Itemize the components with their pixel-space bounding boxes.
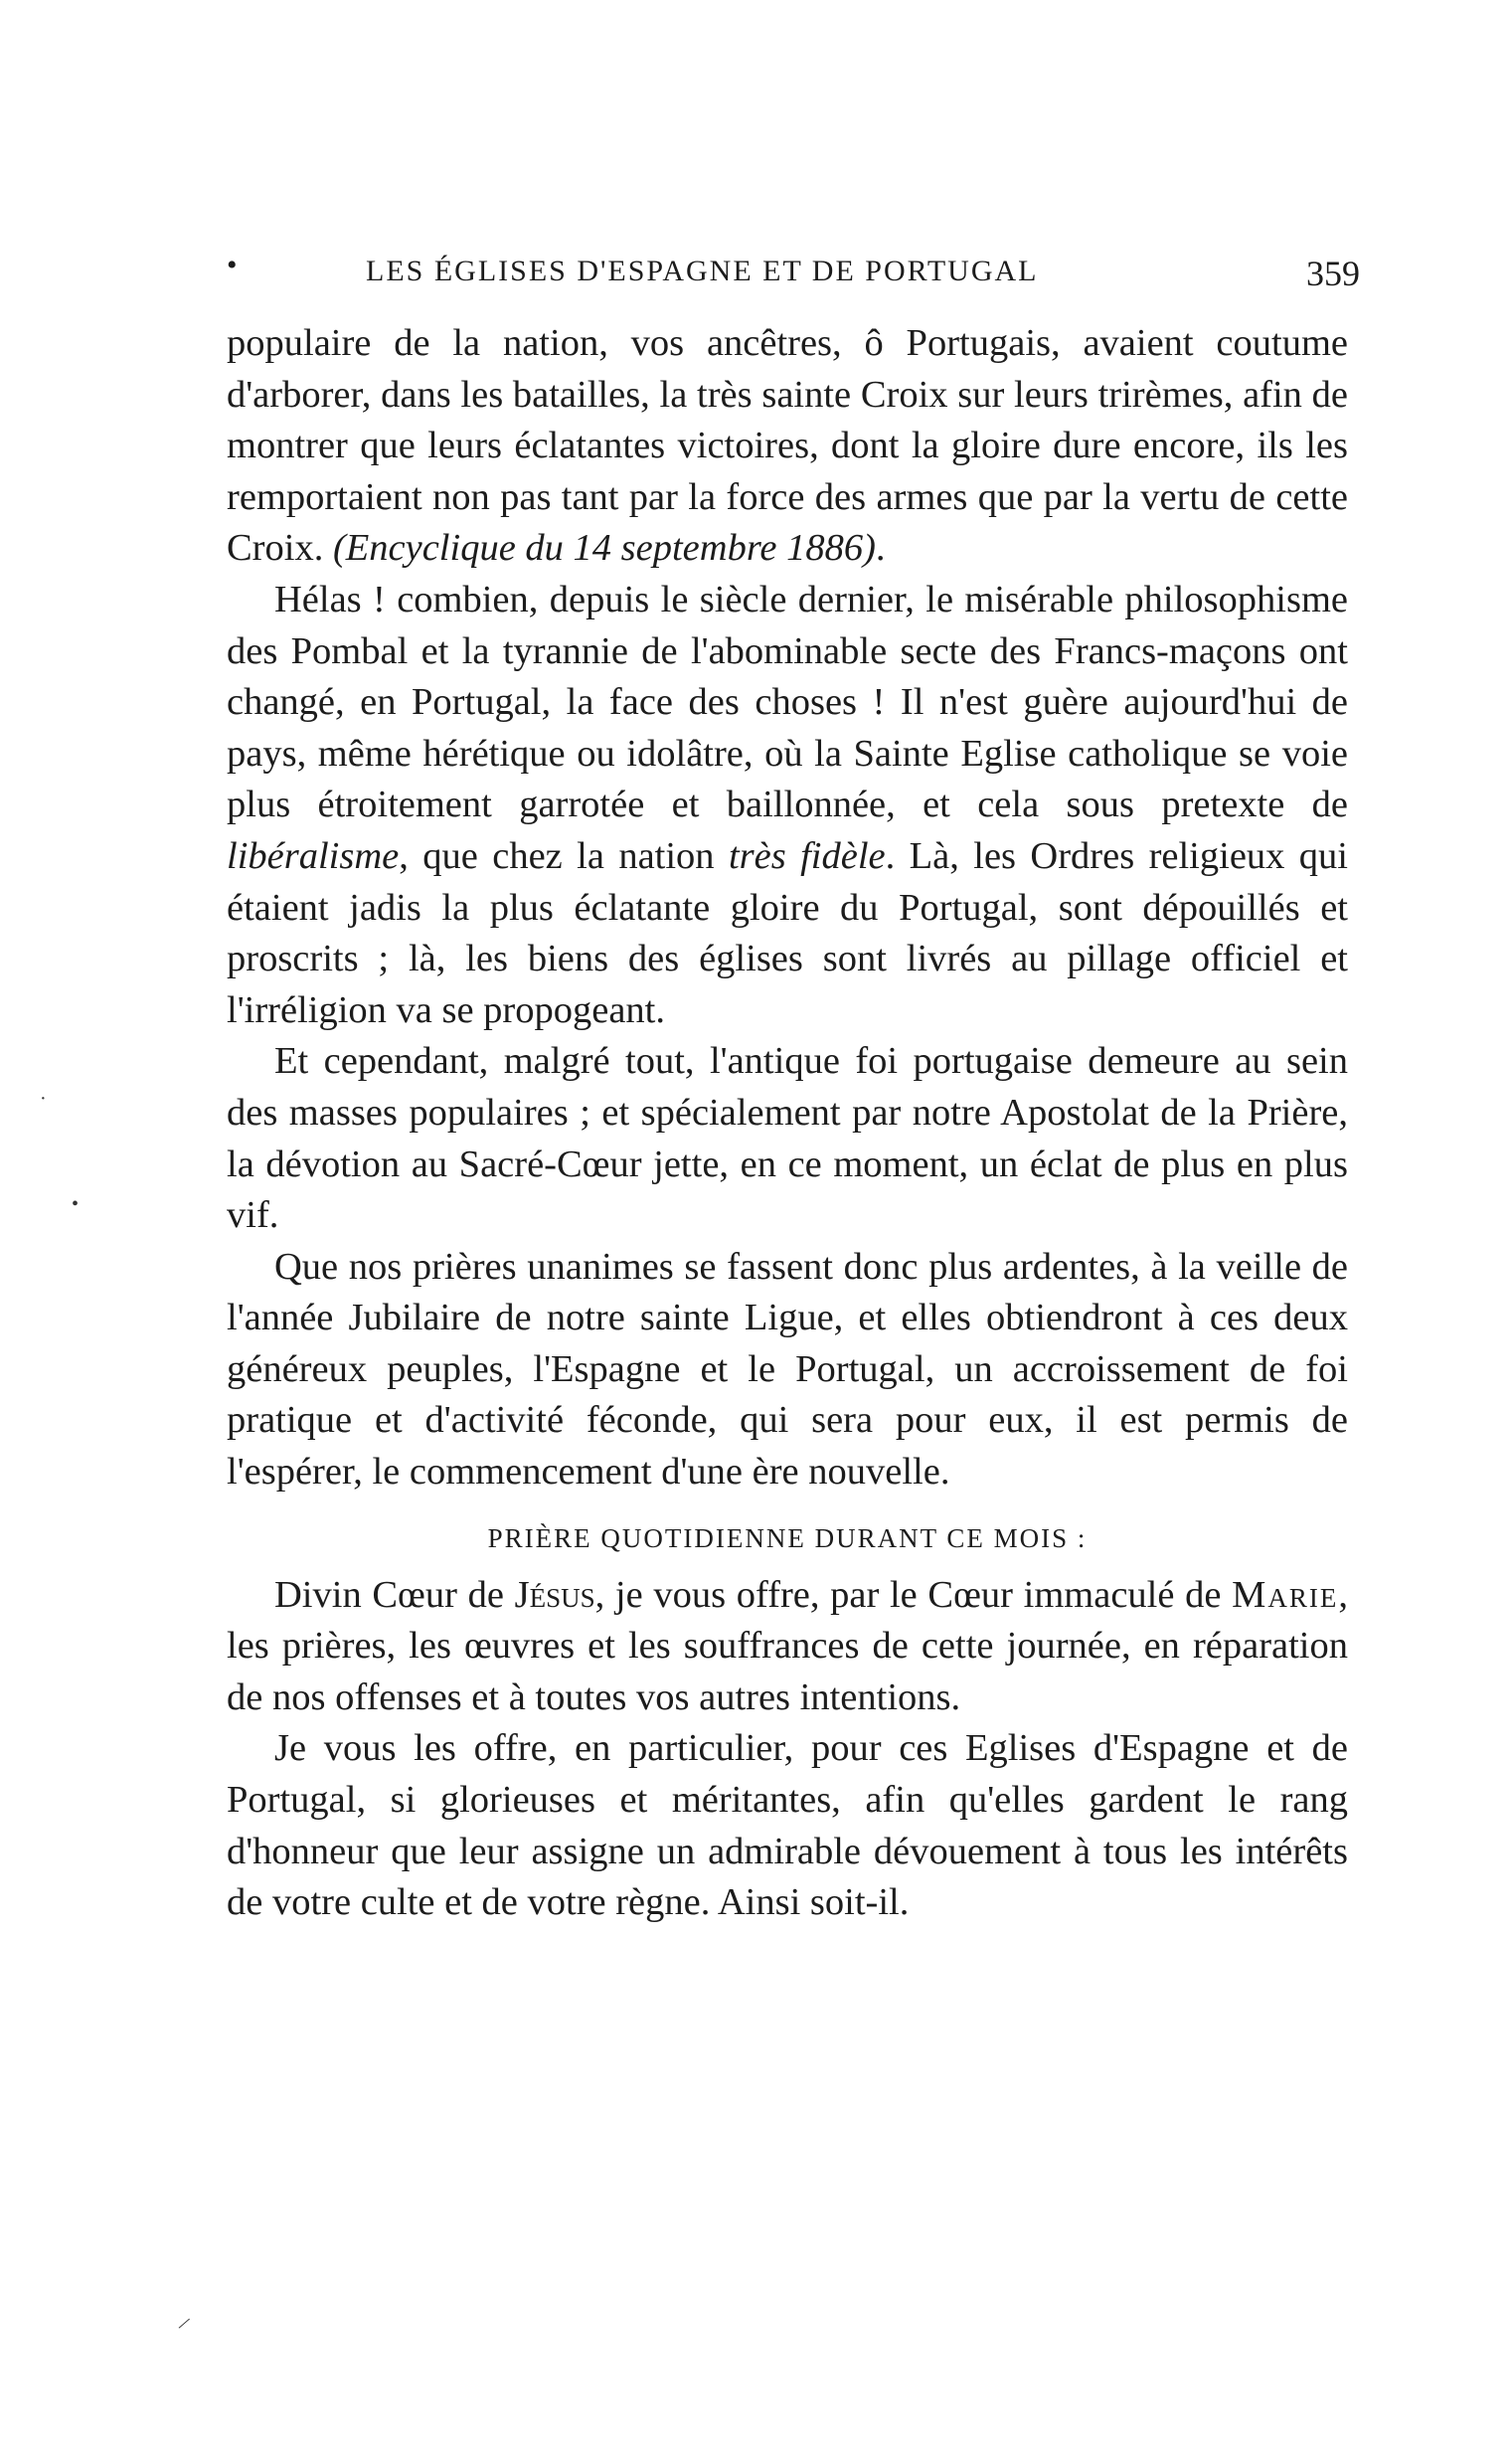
name-marie: Marie (1232, 1573, 1339, 1616)
prayer-text-b: , je vous offre, par le Cœur immaculé de (594, 1573, 1233, 1616)
margin-speck: / (176, 2313, 192, 2335)
running-title: LES ÉGLISES D'ESPAGNE ET DE PORTUGAL (366, 255, 1039, 287)
paragraph-2-part-b: , que chez la nation (399, 834, 729, 877)
paragraph-3: Et cependant, malgré tout, l'antique foi portugaise demeure au sein des masses populaires ; et spécialement par notre Apostolat de la Prière, la dévotion au Sacré-Cœur jette, en ce moment, un éclat de plus en plus vif. (227, 1040, 1348, 1237)
margin-speck: · (40, 1088, 47, 1110)
prayer-paragraph-1 (227, 1570, 1348, 1724)
margin-speck: • (72, 1193, 80, 1215)
prayer-heading: PRIÈRE QUOTIDIENNE DURANT CE MOIS : (487, 1522, 1088, 1553)
emphasis-liberalisme: libéralisme (227, 834, 400, 877)
paragraph-2-part-a: Hélas ! combien, depuis le siècle dernier, le misérable philosophisme des Pombal et la tyrannie de l'abominable secte des Francs-maçons ont changé, en Portugal, la face des choses ! Il n'est guère aujourd'hui de pays, même hérétique ou idolâtre, où la Sainte Eglise catholique se voie plus étroitement garrotée et baillonnée, et cela sous pretexte de (227, 578, 1348, 826)
paragraph-2-part-c: . Là, les Ordres religieux qui étaient jadis la plus éclatante gloire du Portugal, sont dépouillés et proscrits ; là, les biens des églises sont livrés au pillage officiel et l'irréligion va se propogeant. (227, 834, 1349, 1031)
name-jesus: Jésus (514, 1573, 595, 1616)
page-number: 359 (1306, 254, 1360, 293)
emphasis-tres-fidele: très fidèle (728, 834, 886, 877)
running-head (227, 245, 1360, 304)
paragraph-1 (227, 318, 1348, 575)
paragraph-1-end: . (875, 527, 886, 570)
page-body (227, 318, 1348, 1929)
prayer-text-a: Divin Cœur de (274, 1573, 515, 1616)
encyclical-citation: (Encyclique du 14 septembre 1886) (332, 527, 876, 570)
prayer-text-c: , les prières, les œuvres et les souffrances de cette journée, en réparation de nos offenses et à toutes vos autres intentions. (227, 1573, 1348, 1718)
header-bullet: • (227, 249, 238, 281)
paragraph-1-text: populaire de la nation, vos ancêtres, ô Portugais, avaient coutume d'arborer, dans les batailles, la très sainte Croix sur leurs trirèmes, afin de montrer que leurs éclatantes victoires, dont la gloire dure encore, ils les remportaient non pas tant par la force des armes que par la vertu de cette Croix. (227, 322, 1348, 570)
prayer-section (227, 1570, 1348, 1929)
paragraph-4: Que nos prières unanimes se fassent donc plus ardentes, à la veille de l'année Jubilaire de notre sainte Ligue, et elles obtiendront à ces deux généreux peuples, l'Espagne et le Portugal, un accroissement de foi pratique et d'activité féconde, qui sera pour eux, il est permis de l'espérer, le commencement d'une ère nouvelle. (227, 1245, 1348, 1494)
prayer-paragraph-2: Je vous les offre, en particulier, pour ces Eglises d'Espagne et de Portugal, si glorieuses et méritantes, afin qu'elles gardent le rang d'honneur que leur assigne un admirable dévouement à tous les intérêts de votre culte et de votre règne. Ainsi soit-il. (227, 1727, 1348, 1924)
paragraph-2 (227, 575, 1348, 1036)
